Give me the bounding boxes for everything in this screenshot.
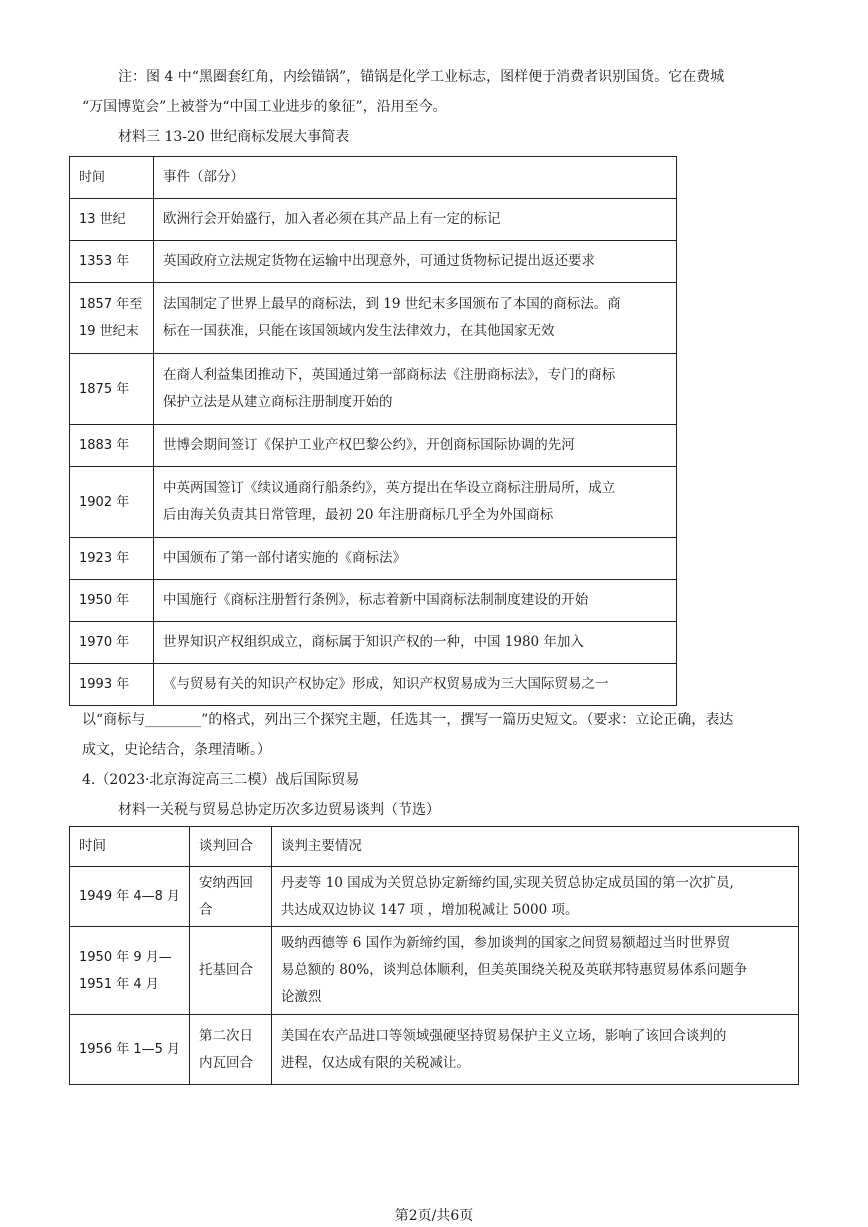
round-cell [190,1015,272,1085]
round-cell-text: 内瓦回合 [199,1054,254,1071]
table-row [70,283,677,354]
time-cell-text: 1923 年 [79,551,130,566]
table-row [70,622,677,664]
time-cell-text: 1353 年 [79,254,130,269]
table-row [70,199,677,241]
time-cell-text: 1902 年 [79,494,130,510]
detail-cell-text: 吸纳西德等 6 国作为新缔约国，参加谈判的国家之间贸易额超过当时世界贸 [280,935,731,951]
event-cell-text: 英国政府立法规定货物在运输中出现意外，可通过货物标记提出返还要求 [162,253,595,269]
event-cell [153,283,676,354]
time-cell-text: 1970 年 [79,635,130,650]
header-time [70,157,154,199]
table-row [70,664,677,706]
event-cell [153,664,676,706]
event-cell-text: 世界知识产权组织成立，商标属于知识产权的一种，中国 1980 年加入 [162,634,584,650]
material3-caption: 材料三 13-20 世纪商标发展大事简表 [118,129,350,145]
table-row [70,927,799,1015]
detail-cell-text: 论激烈 [280,989,322,1005]
gatt-rounds-table [69,826,799,1085]
table-row [70,241,677,283]
task-line-2: 成文，史论结合，条理清晰。） [82,742,271,758]
event-cell [153,354,676,425]
trademark-events-table [69,156,677,706]
event-cell-text: 中英两国签订《续议通商行船条约》，英方提出在华设立商标注册局所，成立 [162,480,616,496]
note-line-1: 注：图 4 中“黑圈套红角，内绘锚锅”，锚锅是化学工业标志，图样便于消费者识别国货。它在费城 [118,69,725,85]
detail-cell-text: 美国在农产品进口等领域强硬坚持贸易保护主义立场，影响了该回合谈判的 [280,1027,727,1044]
time-cell [70,354,154,425]
table-row [70,425,677,467]
event-cell-text: 法国制定了世界上最早的商标法，到 19 世纪末多国颁布了本国的商标法。商 [162,296,621,312]
event-cell [153,622,676,664]
time-cell-text: 1875 年 [79,381,130,397]
time-cell [70,927,190,1015]
time-cell-text: 1883 年 [79,438,130,453]
event-cell-text: 中国施行《商标注册暂行条例》，标志着新中国商标法制制度建设的开始 [162,592,589,608]
event-cell-text: 保护立法是从建立商标注册制度开始的 [162,394,393,410]
page-footer: 第2页/共6页 [394,1208,474,1224]
time-cell [70,283,154,354]
table-header-row [70,827,799,867]
time-cell [70,664,154,706]
time-cell [70,538,154,580]
round-cell [190,927,272,1015]
time-cell [70,241,154,283]
time-cell [70,867,190,927]
time-cell-text: 1950 年 9 月— [79,949,172,965]
header-detail-text: 谈判主要情况 [280,838,362,854]
round-cell-text: 第二次日 [199,1027,254,1044]
material1-caption: 材料一关税与贸易总协定历次多边贸易谈判（节选） [118,802,440,818]
detail-cell [271,867,798,927]
table-row [70,354,677,425]
event-cell-text: 欧洲行会开始盛行，加入者必须在其产品上有一定的标记 [162,211,501,227]
table-row [70,538,677,580]
time-cell [70,199,154,241]
event-cell [153,538,676,580]
time-cell-text: 1950 年 [79,593,130,608]
round-cell-text: 安纳西回 [199,874,254,891]
event-cell-text: 标在一国获准，只能在该国领域内发生法律效力，在其他国家无效 [162,323,555,339]
header-round-text: 谈判回合 [199,838,254,854]
note-line-2: “万国博览会”上被誉为“中国工业进步的象征”，沿用至今。 [82,99,447,115]
header-detail [271,827,798,867]
event-cell [153,241,676,283]
header-time-text: 时间 [79,170,106,185]
detail-cell-text: 进程，仅达成有限的关税减让。 [280,1054,470,1071]
time-cell [70,467,154,538]
event-cell-text: 中国颁布了第一部付诸实施的《商标法》 [162,550,406,566]
event-cell-text: 在商人利益集团推动下，英国通过第一部商标法《注册商标法》，专门的商标 [162,367,616,383]
event-cell-text: 《与贸易有关的知识产权协定》形成，知识产权贸易成为三大国际贸易之一 [162,676,609,692]
detail-cell-text: 丹麦等 10 国成为关贸总协定新缔约国,实现关贸总协定成员国的第一次扩员, [280,874,734,891]
time-cell-text: 19 世纪末 [79,324,139,339]
task-line-1: 以“商标与________”的格式，列出三个探究主题，任选其一，撰写一篇历史短文。（要求：立论正确，表达 [82,712,734,728]
time-cell [70,425,154,467]
table-row [70,1015,799,1085]
event-cell [153,580,676,622]
time-cell-text: 1949 年 4—8 月 [79,889,181,904]
time-cell-text: 1993 年 [79,677,130,692]
round-cell [190,867,272,927]
table-header-row [70,157,677,199]
detail-cell-text: 共达成双边协议 147 项 ，增加税减让 5000 项。 [280,901,579,918]
header-time [70,827,190,867]
header-event [153,157,676,199]
header-time-text: 时间 [79,838,106,854]
time-cell [70,580,154,622]
table-row [70,580,677,622]
time-cell-text: 1956 年 1—5 月 [79,1042,181,1057]
detail-cell [271,927,798,1015]
header-event-text: 事件（部分） [162,169,244,185]
time-cell [70,1015,190,1085]
detail-cell [271,1015,798,1085]
table-row [70,467,677,538]
question-4-title: 4.（2023·北京海淀高三二模）战后国际贸易 [82,772,360,788]
event-cell-text: 世博会期间签订《保护工业产权巴黎公约》，开创商标国际协调的先河 [162,437,575,453]
round-cell-text: 合 [199,901,213,918]
table-row [70,867,799,927]
time-cell-text: 1951 年 4 月 [79,976,159,992]
round-cell-text: 托基回合 [199,962,254,978]
time-cell-text: 13 世纪 [79,212,126,227]
event-cell [153,425,676,467]
event-cell [153,199,676,241]
event-cell [153,467,676,538]
detail-cell-text: 易总额的 80%，谈判总体顺利，但美英围绕关税及英联邦特惠贸易体系问题争 [280,962,748,978]
header-round [190,827,272,867]
event-cell-text: 后由海关负责其日常管理，最初 20 年注册商标几乎全为外国商标 [162,507,554,523]
time-cell [70,622,154,664]
time-cell-text: 1857 年至 [79,297,143,312]
